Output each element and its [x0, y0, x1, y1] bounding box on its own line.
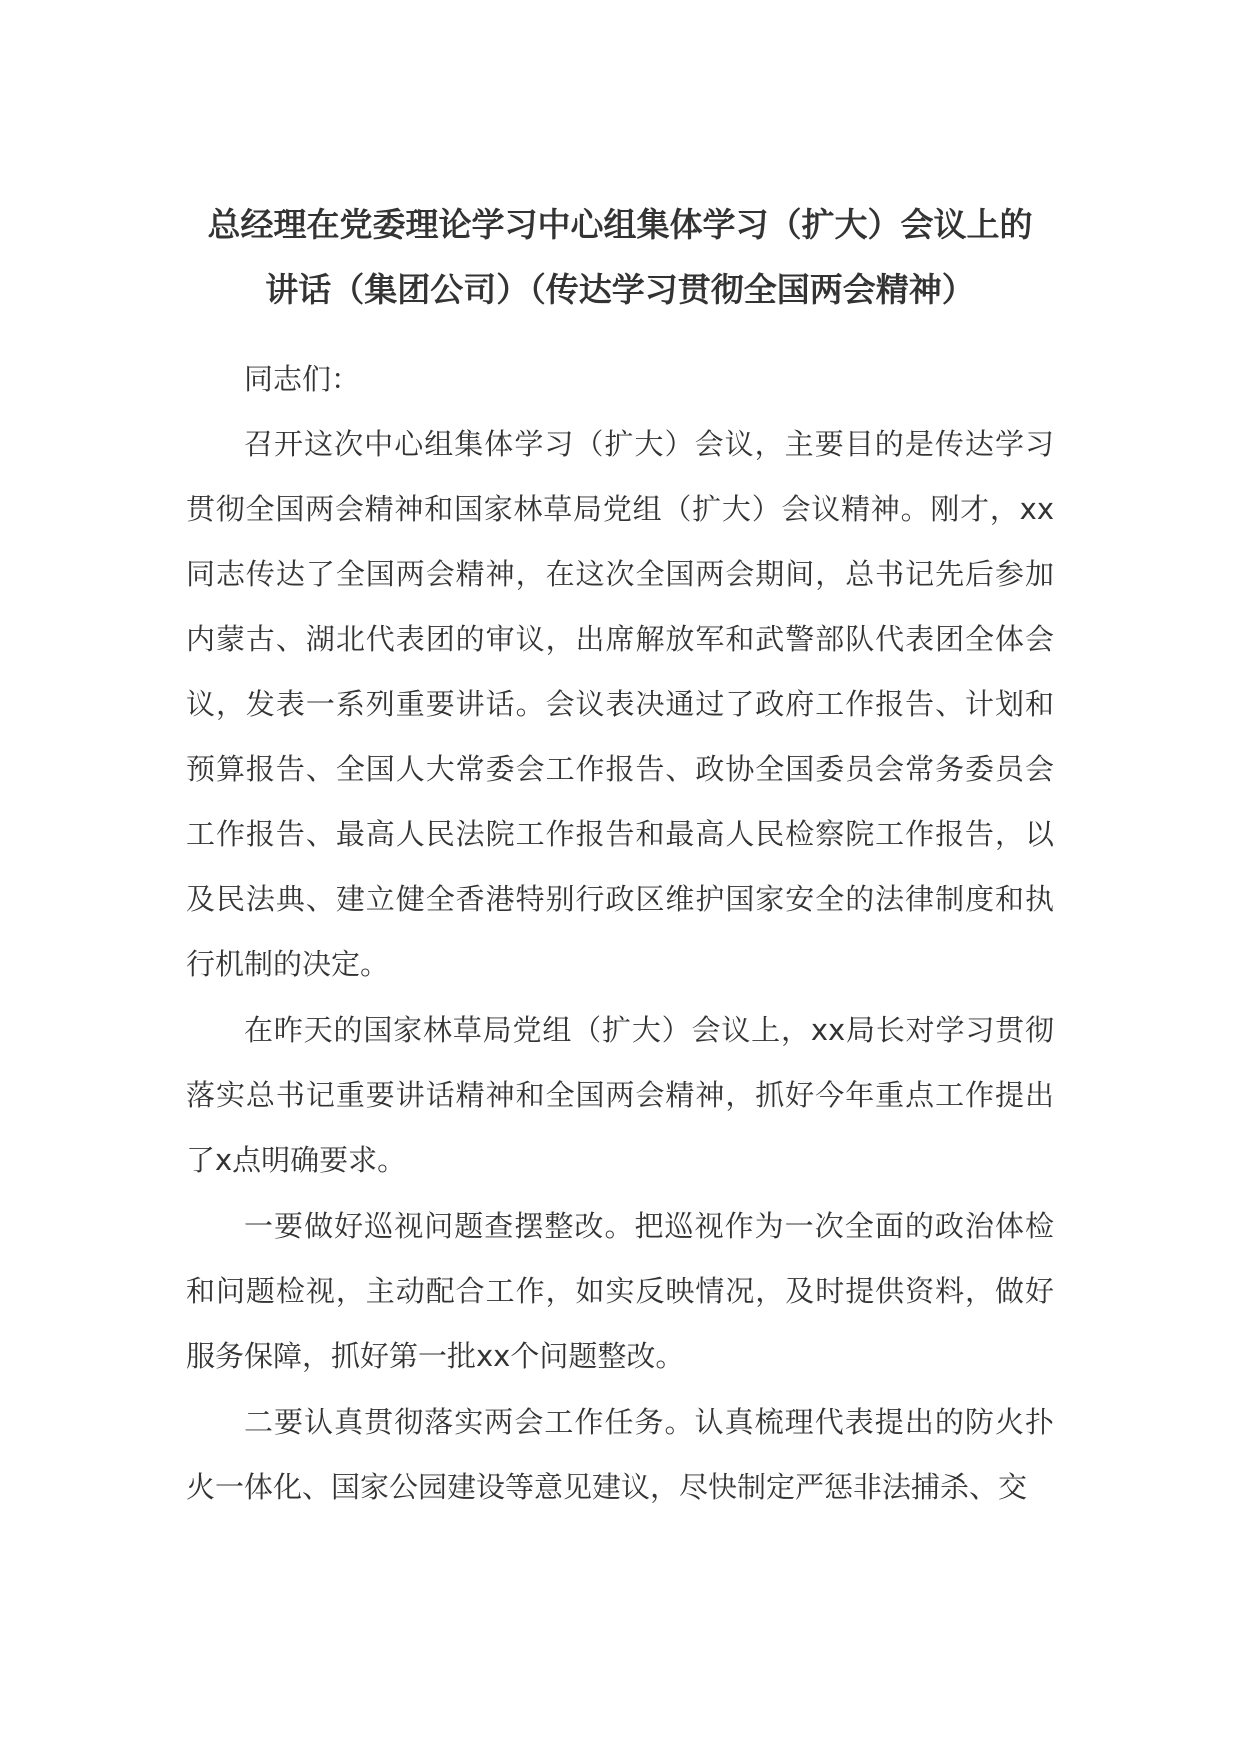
paragraph-1: 召开这次中心组集体学习（扩大）会议，主要目的是传达学习贯彻全国两会精神和国家林草局党组（扩大）会议精神。刚才，xx同志传达了全国两会精神，在这次全国两会期间，总书记先后参加内蒙古、湖北代表团的审议，出席解放军和武警部队代表团全体会议，发表一系列重要讲话。会议表决通过了政府工作报告、计划和预算报告、全国人大常委会工作报告、政协全国委员会常务委员会工作报告、最高人民法院工作报告和最高人民检察院工作报告，以及民法典、建立健全香港特别行政区维护国家安全的法律制度和执行机制的决定。	[186, 427, 1054, 981]
paragraph-4: 二要认真贯彻落实两会工作任务。认真梳理代表提出的防火扑火一体化、国家公园建设等意见建议，尽快制定严惩非法捕杀、交	[186, 1405, 1054, 1504]
document-body	[186, 347, 1054, 1521]
salutation: 同志们：	[244, 362, 361, 396]
paragraph-3: 一要做好巡视问题查摆整改。把巡视作为一次全面的政治体检和问题检视，主动配合工作，如实反映情况，及时提供资料，做好服务保障，抓好第一批xx个问题整改。	[186, 1209, 1054, 1373]
title-line-1: 总经理在党委理论学习中心组集体学习（扩大）会议上的	[207, 205, 1033, 244]
paragraph-2: 在昨天的国家林草局党组（扩大）会议上，xx局长对学习贯彻落实总书记重要讲话精神和全国两会精神，抓好今年重点工作提出了x点明确要求。	[186, 1013, 1054, 1177]
title-line-2: 讲话（集团公司）（传达学习贯彻全国两会精神）	[265, 270, 975, 309]
document-title	[186, 192, 1054, 322]
